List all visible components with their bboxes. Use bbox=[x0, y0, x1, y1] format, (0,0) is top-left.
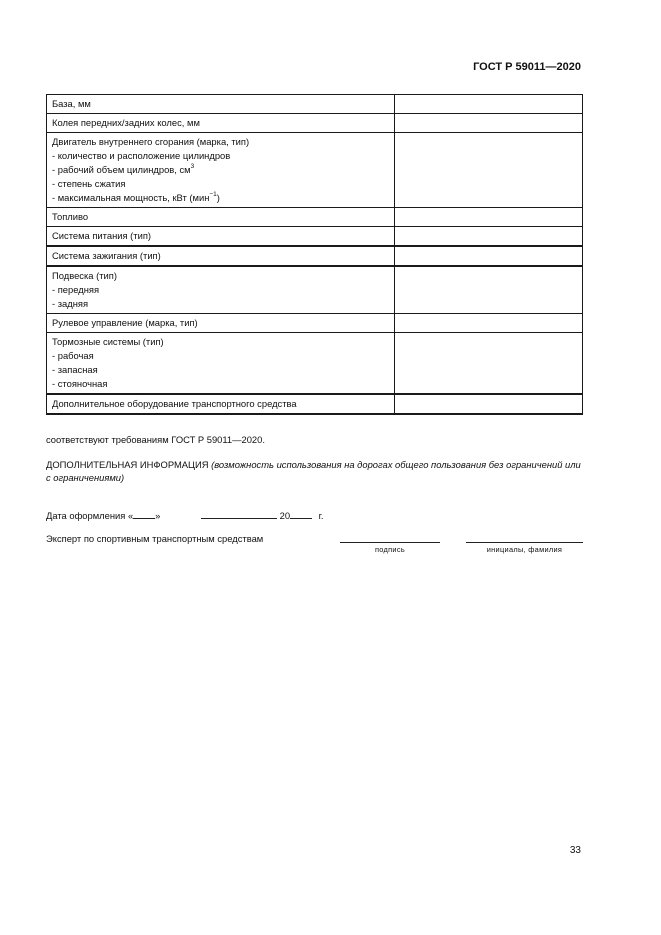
row-label-engine: Двигатель внутреннего сгорания (марка, тип) - количество и расположение цилиндров - рабочий объем цилиндров, $см^3$ - степень сжатия - максимальная мощность, кВт (мин$^{-1}$) bbox=[47, 133, 395, 208]
table-row bbox=[47, 114, 583, 133]
table-row bbox=[47, 227, 583, 247]
month-blank[interactable] bbox=[201, 508, 277, 519]
row-value-fuel-system[interactable] bbox=[394, 227, 582, 247]
row-value-steering[interactable] bbox=[394, 314, 582, 333]
row-label-brakes: Тормозные системы (тип) - рабочая - запасная - стояночная bbox=[47, 333, 395, 395]
row-label-fuel-system: Система питания (тип) bbox=[47, 227, 395, 247]
row-value-ignition[interactable] bbox=[394, 246, 582, 266]
conformity-statement: соответствуют требованиям ГОСТ Р 59011—2020. bbox=[46, 434, 265, 445]
signature-line[interactable] bbox=[340, 542, 440, 543]
date-close-quote: » bbox=[155, 510, 161, 521]
additional-info bbox=[46, 458, 586, 484]
signature-caption: подпись bbox=[374, 545, 406, 554]
date-label: Дата оформления « bbox=[46, 510, 134, 521]
name-line[interactable] bbox=[466, 542, 583, 543]
row-value-brakes[interactable] bbox=[394, 333, 582, 395]
row-label-extra-equipment: Дополнительное оборудование транспортного средства bbox=[47, 394, 395, 414]
row-value-track[interactable] bbox=[394, 114, 582, 133]
issue-date-row bbox=[46, 508, 324, 522]
name-caption: инициалы, фамилия bbox=[486, 545, 563, 554]
row-value-engine[interactable] bbox=[394, 133, 582, 208]
document-standard-header: ГОСТ Р 59011—2020 bbox=[473, 61, 581, 73]
table-row bbox=[47, 394, 583, 414]
table-row bbox=[47, 208, 583, 227]
day-blank[interactable] bbox=[133, 508, 155, 519]
year-prefix: 20 bbox=[279, 510, 291, 521]
row-label-ignition: Система зажигания (тип) bbox=[47, 246, 395, 266]
table-row bbox=[47, 133, 583, 208]
year-blank[interactable] bbox=[290, 508, 312, 519]
row-label-track: Колея передних/задних колес, мм bbox=[47, 114, 395, 133]
row-label-steering: Рулевое управление (марка, тип) bbox=[47, 314, 395, 333]
row-value-fuel[interactable] bbox=[394, 208, 582, 227]
row-label-suspension: Подвеска (тип) - передняя - задняя bbox=[47, 266, 395, 314]
row-value-base[interactable] bbox=[394, 95, 582, 114]
additional-info-heading: ДОПОЛНИТЕЛЬНАЯ ИНФОРМАЦИЯ bbox=[46, 459, 209, 470]
table-row bbox=[47, 333, 583, 395]
table-row bbox=[47, 246, 583, 266]
year-suffix: г. bbox=[318, 510, 324, 521]
row-label-base: База, мм bbox=[47, 95, 395, 114]
row-value-extra-equipment[interactable] bbox=[394, 394, 582, 414]
additional-info-note: (возможность использования на дорогах общего пользования без ограничений или с ограничениями) bbox=[46, 459, 581, 483]
expert-label: Эксперт по спортивным транспортным средствам bbox=[46, 533, 264, 544]
table-row bbox=[47, 266, 583, 314]
page-number: 33 bbox=[569, 845, 581, 856]
table-row bbox=[47, 95, 583, 114]
vehicle-specs-table bbox=[46, 94, 583, 415]
row-value-suspension[interactable] bbox=[394, 266, 582, 314]
table-row bbox=[47, 314, 583, 333]
row-label-fuel: Топливо bbox=[47, 208, 395, 227]
